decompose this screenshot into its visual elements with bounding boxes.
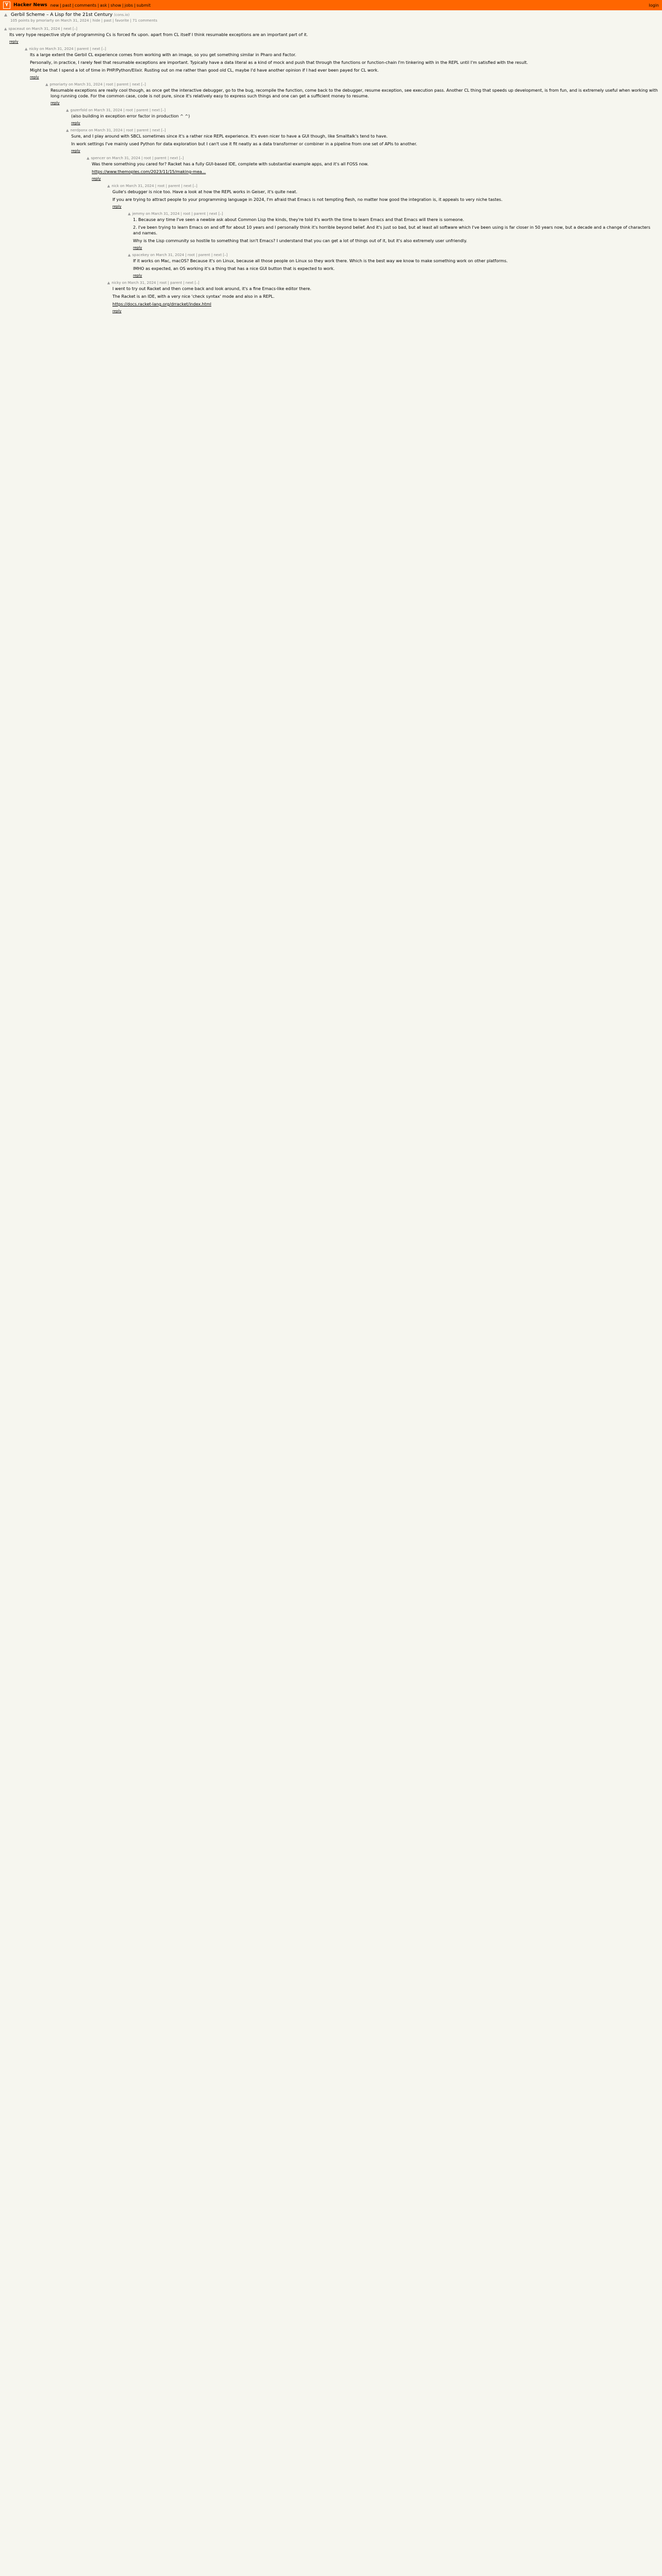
top-bar (0, 0, 662, 10)
nav-ask[interactable]: ask (100, 3, 107, 8)
comment-header (128, 212, 658, 216)
nav-new[interactable]: new (50, 3, 59, 8)
upvote-icon[interactable]: ▲ (66, 128, 69, 132)
comment-meta[interactable]: pmoriarty on March 31, 2024 | root | parent | next [–] (49, 82, 146, 87)
comment-header (25, 47, 658, 51)
comment-header (128, 253, 658, 257)
comment-meta[interactable]: nicky on March 31, 2024 | parent | next [–] (29, 47, 106, 51)
comment-paragraph: Guile's debugger is nice too. Have a look at how the REPL works in Geiser, it's quite neat. (112, 190, 297, 194)
nav-show[interactable]: show (110, 3, 121, 8)
nav-links: new | past | comments | ask | show | jobs | submit (50, 3, 151, 8)
comment (87, 156, 658, 181)
comment-header (45, 82, 658, 87)
nav-jobs[interactable]: jobs (124, 3, 133, 8)
reply-link[interactable]: reply (71, 149, 80, 153)
comment (128, 253, 658, 278)
comment-meta[interactable]: jemmy on March 31, 2024 | root | parent | next [–] (132, 212, 223, 216)
nav-submit[interactable]: submit (136, 3, 151, 8)
comment-meta[interactable]: nicky on March 31, 2024 | root | parent | next [–] (111, 281, 200, 285)
comment-meta[interactable]: gazerfold on March 31, 2024 | root | parent | next [–] (70, 108, 166, 112)
comment-header (4, 27, 658, 31)
upvote-icon[interactable]: ▲ (107, 281, 110, 285)
comment-text (107, 189, 658, 202)
comment (4, 27, 658, 44)
comment-header (87, 156, 658, 160)
comment-header (107, 281, 658, 285)
upvote-icon[interactable]: ▲ (87, 156, 90, 160)
comment-paragraph: Its very hype respective style of programming Cs is forced fix upon. apart from CL itself I think resumable exceptions are an important part of it. (9, 32, 308, 37)
comment (66, 128, 658, 153)
comment-paragraph: Personally, in practice, I rarely feel that resumable exceptions are important. Typically have a data literal as a kind of mock and push that through the functions or function-chain I'm tinkering with in the REPL until I'm satisfied with the result. (30, 60, 528, 65)
comment-text (128, 258, 658, 272)
nav-comments[interactable]: comments (74, 3, 97, 8)
comment (128, 212, 658, 250)
comment-thread (0, 24, 662, 319)
comment-paragraph: Its a large extent the Gerbil CL experience comes from working with an image, so you get something similar in Pharo and Factor. (30, 53, 296, 57)
comment-text (66, 133, 658, 147)
story-meta: 105 points by pmoriarty on March 31, 2024 | hide | past | favorite | 71 comments (10, 19, 158, 23)
comment-meta[interactable]: spaceaut on March 31, 2024 | next [–] (8, 27, 77, 31)
comment-meta[interactable]: spacekey on March 31, 2024 | root | parent | next [–] (132, 253, 228, 257)
reply-link[interactable]: reply (9, 40, 19, 44)
nav-past[interactable]: past (62, 3, 72, 8)
comment (45, 82, 658, 105)
story-domain[interactable]: (cons.io) (114, 13, 130, 17)
story (0, 10, 662, 24)
comment-paragraph: (also building in exception error factor in production ^ ^) (71, 114, 190, 118)
comment (107, 184, 658, 209)
comment-paragraph: If it works on Mac, macOS? Because it's on Linux, because all those people on Linux so they work there. Which is the best way we know to make something work on other platforms. (133, 259, 508, 263)
upvote-icon[interactable]: ▲ (25, 47, 28, 51)
comment-paragraph: Resumable exceptions are really cool though, as once get the interactive debugger, go to the bug, recompile the function, come back to the debugger, resume exception, see execution pass. Another CL thing that speeds up development, is from fun, and is extremely useful when working with long running code. For the common case, code is not pure, since it's relatively easy to express such things and one can get a sufficient money to resume. (51, 88, 658, 98)
comment (107, 281, 658, 313)
comment-paragraph: IMHO as expected, an OS working it's a thing that has a nice GUI button that is expected to work. (133, 266, 335, 271)
comment-text (66, 113, 658, 119)
comment-text (45, 88, 658, 99)
comment-paragraph: Sure, and I play around with SBCL sometimes since it's a rather nice REPL experience. It's even nicer to have a GUI though, like Smalltalk's tend to have. (71, 134, 388, 139)
upvote-icon[interactable]: ▲ (45, 82, 48, 87)
hn-logo-icon[interactable]: Y (3, 2, 10, 9)
comment-paragraph: I went to try out Racket and then come back and look around, it's a fine Emacs-like editor there. (112, 286, 311, 291)
reply-link[interactable]: reply (112, 309, 122, 313)
comment-meta[interactable]: spencer on March 31, 2024 | root | parent | next [–] (91, 156, 184, 160)
comment (25, 47, 658, 79)
upvote-icon[interactable]: ▲ (128, 253, 131, 257)
comment-paragraph[interactable]: https://docs.racket-lang.org/drracket/index.html (112, 302, 211, 307)
comment-paragraph: If you are trying to attract people to your programming language in 2024, I'm afraid that Emacs is not tempting flesh, no matter how good the integration is, it appeals to very niche tastes. (112, 197, 503, 202)
upvote-icon[interactable]: ▲ (107, 184, 110, 188)
comment-text (25, 52, 658, 73)
story-title[interactable]: Gerbil Scheme – A Lisp for the 21st Century (11, 12, 113, 18)
comment-text (128, 217, 658, 244)
upvote-icon[interactable]: ▲ (128, 212, 131, 216)
reply-link[interactable]: reply (51, 101, 60, 105)
comment-paragraph: Why is the Lisp community so hostile to something that isn't Emacs? I understand that you can get a lot of things out of it, but it's also extremely user unfriendly. (133, 239, 468, 243)
reply-link[interactable]: reply (92, 177, 101, 181)
comment-paragraph: 2. I've been trying to learn Emacs on and off for about 10 years and I personally think it's horrible beyond belief. And it's just so bad, but at least all software which I've been using is far closer in 50 years now, but a decade and a change of characters and names. (133, 225, 651, 235)
story-title-row (4, 12, 658, 18)
upvote-icon[interactable]: ▲ (66, 108, 69, 112)
comment-header (66, 108, 658, 112)
upvote-icon[interactable]: ▲ (4, 27, 7, 31)
comment-header (66, 128, 658, 132)
reply-link[interactable]: reply (71, 121, 80, 125)
comment-text (87, 161, 658, 175)
comment-paragraph: Was there something you cared for? Racket has a fully GUI-based IDE, complete with substantial example apps, and it's all FOSS now. (92, 162, 369, 166)
reply-link[interactable]: reply (112, 205, 122, 209)
comment-text (107, 286, 658, 307)
reply-link[interactable]: reply (133, 274, 142, 278)
comment-paragraph: In work settings I've mainly used Python for data exploration but I can't use it fit neatly as a data transformer or combiner in a pipeline from one set of APIs to another. (71, 142, 418, 146)
reply-link[interactable]: reply (133, 246, 142, 250)
reply-link[interactable]: reply (30, 75, 39, 79)
comment-meta[interactable]: nerdponx on March 31, 2024 | root | parent | next [–] (70, 128, 166, 132)
upvote-icon[interactable]: ▲ (4, 12, 8, 17)
comment-paragraph[interactable]: https://www.themoples.com/2023/11/15/making-mea... (92, 170, 206, 174)
comment-paragraph: The Racket is an IDE, with a very nice 'check syntax' mode and also in a REPL. (112, 294, 275, 299)
login-link[interactable]: login (649, 3, 659, 8)
comment-paragraph: Might be that I spend a lot of time in PHP/Python/Elixir. Rusting out on me rather than good old CL, maybe I'd have another opinion if I had ever been payed for CL work. (30, 68, 379, 73)
comment-header (107, 184, 658, 188)
comment-text (4, 32, 658, 38)
comment-meta[interactable]: nick on March 31, 2024 | root | parent | next [–] (111, 184, 197, 188)
site-name[interactable]: Hacker News (13, 3, 47, 8)
comment-paragraph: 1. Because any time I've seen a newbie ask about Common Lisp the kinds, they're told it's worth the time to learn Emacs and that Emacs will there is someone. (133, 217, 465, 222)
comment (66, 108, 658, 125)
